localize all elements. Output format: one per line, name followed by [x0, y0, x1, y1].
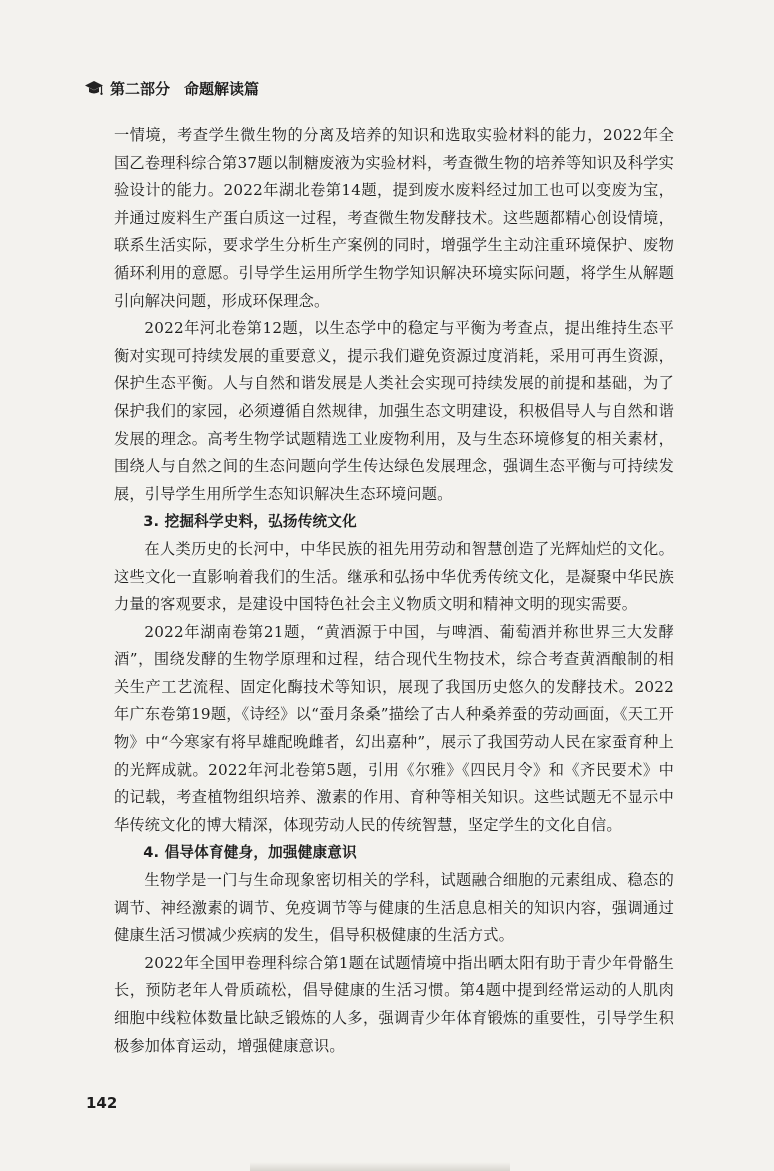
paragraph: 2022年全国甲卷理科综合第1题在试题情境中指出晒太阳有助于青少年骨骼生长，预防老年人骨质疏松，倡导健康的生活习惯。第4题中提到经常运动的人肌肉细胞中线粒体数量比缺乏锻炼的人多，强调青少年体育锻炼的重要性，引导学生积极参加体育运动，增强健康意识。 — [114, 953, 674, 1055]
section-heading: 4. 倡导体育健身，加强健康意识 — [143, 844, 357, 862]
header-title: 命题解读篇 — [184, 80, 260, 98]
paragraph: 在人类历史的长河中，中华民族的祖先用劳动和智慧创造了光辉灿烂的文化。这些文化一直影响着我们的生活。继承和弘扬中华优秀传统文化，是凝聚中华民族力量的客观要求，是建设中国特色社会主义物质文明和精神文明的现实需要。 — [114, 539, 674, 614]
paragraph: 2022年河北卷第12题，以生态学中的稳定与平衡为考查点，提出维持生态平衡对实现可持续发展的重要意义，提示我们避免资源过度消耗，采用可再生资源，保护生态平衡。人与自然和谐发展是人类社会实现可持续发展的前提和基础，为了保护我们的家园，必须遵循自然规律，加强生态文明建设，积极倡导人与自然和谐发展的理念。高考生物学试题精选工业废物利用，及与生态环境修复的相关素材，围绕人与自然之间的生态问题向学生传达绿色发展理念，强调生态平衡与可持续发展，引导学生用所学生态知识解决生态环境问题。 — [114, 319, 674, 503]
paragraph: 生物学是一门与生命现象密切相关的学科，试题融合细胞的元素组成、稳态的调节、神经激素的调节、免疫调节等与健康的生活息息相关的知识内容，强调通过健康生活习惯减少疾病的发生，倡导积极健康的生活方式。 — [114, 871, 674, 945]
page-edge-shadow — [250, 1162, 510, 1171]
paragraph: 2022年湖南卷第21题，“黄酒源于中国，与啤酒、葡萄酒并称世界三大发酵酒”，围绕发酵的生物学原理和过程，结合现代生物技术，综合考查黄酒酿制的相关生产工艺流程、固定化酶技术等知识，展现了我国历史悠久的发酵技术。2022年广东卷第19题，《诗经》以“蚕月条桑”描绘了古人种桑养蚕的劳动画面，《天工开物》中“今寒家有将早雄配晚雌者，幻出嘉种”，展示了我国劳动人民在家蚕育种上的光辉成就。2022年河北卷第5题，引用《尔雅》《四民月令》和《齐民要术》中的记载，考查植物组织培养、激素的作用、育种等相关知识。这些试题无不显示中华传统文化的博大精深，体现劳动人民的传统智慧，坚定学生的文化自信。 — [114, 622, 674, 834]
header-part: 第二部分 — [110, 80, 171, 98]
paragraph-continued: 一情境，考查学生微生物的分离及培养的知识和选取实验材料的能力，2022年全国乙卷理科综合第37题以制糖废液为实验材料，考查微生物的培养等知识及科学实验设计的能力。2022年湖北卷第14题，提到废水废料经过加工也可以变废为宝，并通过废料生产蛋白质这一过程，考查微生物发酵技术。这些题都精心创设情境，联系生活实际，要求学生分析生产案例的同时，增强学生主动注重环境保护、废物循环利用的意愿。引导学生运用所学生物学知识解决环境实际问题，将学生从解题引向解决问题，形成环保理念。 — [114, 126, 674, 310]
running-header — [84, 78, 259, 99]
page-number: 142 — [86, 1094, 118, 1112]
body-text — [114, 122, 674, 1060]
graduation-cap-icon — [84, 80, 104, 98]
section-heading: 3. 挖掘科学史料，弘扬传统文化 — [143, 513, 357, 531]
